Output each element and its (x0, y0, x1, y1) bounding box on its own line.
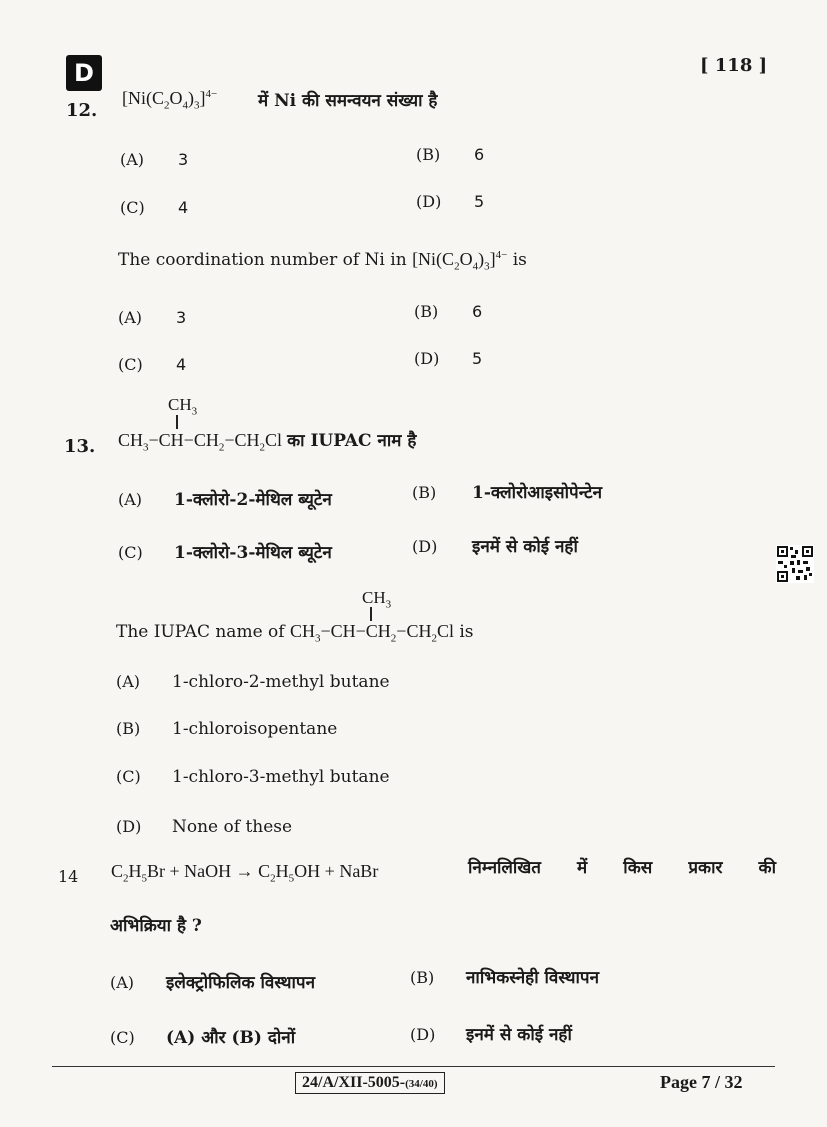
option-label: (D) (116, 817, 142, 836)
option-label: (B) (414, 302, 439, 321)
page-number: Page 7 / 32 (660, 1072, 743, 1092)
option-b-hi (412, 480, 602, 503)
option-value: 1-chloroisopentane (172, 719, 338, 739)
branch-bond (176, 415, 178, 429)
option-label: (A) (118, 308, 143, 327)
methyl-branch: $CH_3$ (168, 395, 198, 418)
option-b-en (116, 719, 337, 739)
option-value: इनमें से कोई नहीं (466, 1025, 572, 1045)
question-number: 13. (64, 436, 96, 457)
option-d-hi (410, 1022, 572, 1045)
set-badge: D (66, 55, 102, 91)
question-text-en: The coordination number of Ni in $[Ni(C_2O_4)_3]^{4-}$ is (118, 249, 527, 273)
option-label: (B) (412, 483, 437, 502)
option-a-en (116, 672, 390, 692)
option-b-en (414, 302, 482, 321)
methyl-branch: $CH_3$ (362, 588, 392, 611)
option-value: 1-क्लोरो-3-मेथिल ब्यूटेन (174, 543, 332, 563)
option-b-hi (410, 965, 599, 988)
option-label: (A) (120, 150, 145, 169)
word: में (577, 858, 588, 878)
option-value: 1-क्लोरो-2-मेथिल ब्यूटेन (174, 490, 332, 510)
option-value: 1-chloro-2-methyl butane (172, 672, 390, 692)
option-label: (C) (116, 767, 141, 786)
option-c-hi (120, 198, 188, 217)
option-value: 5 (472, 349, 483, 368)
option-value: नाभिकस्नेही विस्थापन (466, 968, 600, 988)
word: प्रकार (688, 858, 723, 878)
option-label: (B) (116, 719, 141, 738)
question-number: 14 (58, 867, 79, 886)
option-label: (D) (410, 1025, 436, 1044)
option-d-hi (416, 192, 484, 211)
question-text-en: The IUPAC name of $CH_3-CH-CH_2-CH_2Cl$ is (116, 621, 474, 645)
option-label: (C) (118, 355, 143, 374)
question-text-hi: $CH_3-CH-CH_2-CH_2Cl$ का IUPAC नाम है (118, 430, 417, 454)
option-label: (C) (110, 1028, 135, 1047)
option-label: (B) (410, 968, 435, 987)
option-label: (A) (118, 490, 143, 509)
option-value: 6 (472, 302, 483, 321)
question-number: 12. (66, 100, 98, 121)
option-label: (C) (120, 198, 145, 217)
option-value: 1-क्लोरोआइसोपेन्टेन (472, 483, 603, 503)
option-c-en (118, 355, 186, 374)
word: किस (623, 858, 653, 878)
option-value: (A) और (B) दोनों (166, 1028, 296, 1048)
qr-code-icon (776, 545, 814, 583)
option-value: 1-chloro-3-methyl butane (172, 767, 390, 787)
option-c-hi (110, 1025, 295, 1048)
option-label: (C) (118, 543, 143, 562)
formula-complex-hi: $[Ni(C_2O_4)_3]^{4-}$ (122, 88, 218, 112)
option-a-hi (110, 970, 315, 993)
question-text-hi (468, 855, 776, 878)
option-value: 4 (176, 355, 187, 374)
footer-divider (52, 1066, 775, 1067)
paper-code: [ 118 ] (700, 55, 768, 76)
option-d-en (414, 349, 482, 368)
option-label: (A) (116, 672, 141, 691)
footer-code: 24/A/XII-5005-(34/40) (295, 1072, 445, 1094)
question-text-hi-cont: अभिक्रिया है ? (110, 916, 202, 936)
option-c-en (116, 767, 390, 787)
option-label: (D) (416, 192, 442, 211)
option-value: 3 (178, 150, 189, 169)
option-label: (D) (412, 537, 438, 556)
option-d-hi (412, 534, 578, 557)
option-value: 6 (474, 145, 485, 164)
option-label: (A) (110, 973, 135, 992)
option-b-hi (416, 145, 484, 164)
branch-bond (370, 607, 372, 621)
option-value: इनमें से कोई नहीं (472, 537, 578, 557)
option-a-en (118, 308, 186, 327)
word: निम्नलिखित (468, 858, 541, 878)
option-a-hi (118, 487, 332, 510)
option-value: 4 (178, 198, 189, 217)
word: की (758, 858, 776, 878)
option-a-hi (120, 150, 188, 169)
option-d-en (116, 817, 292, 837)
option-value: 5 (474, 192, 485, 211)
option-value: 3 (176, 308, 187, 327)
question-text-hi: में Ni की समन्वयन संख्या है (258, 91, 438, 111)
option-label: (D) (414, 349, 440, 368)
option-c-hi (118, 540, 332, 563)
option-label: (B) (416, 145, 441, 164)
option-value: इलेक्ट्रोफिलिक विस्थापन (166, 973, 316, 993)
option-value: None of these (172, 817, 293, 837)
reaction-equation: $C_2H_5Br$ + NaOH → $C_2H_5OH$ + NaBr (111, 861, 379, 885)
